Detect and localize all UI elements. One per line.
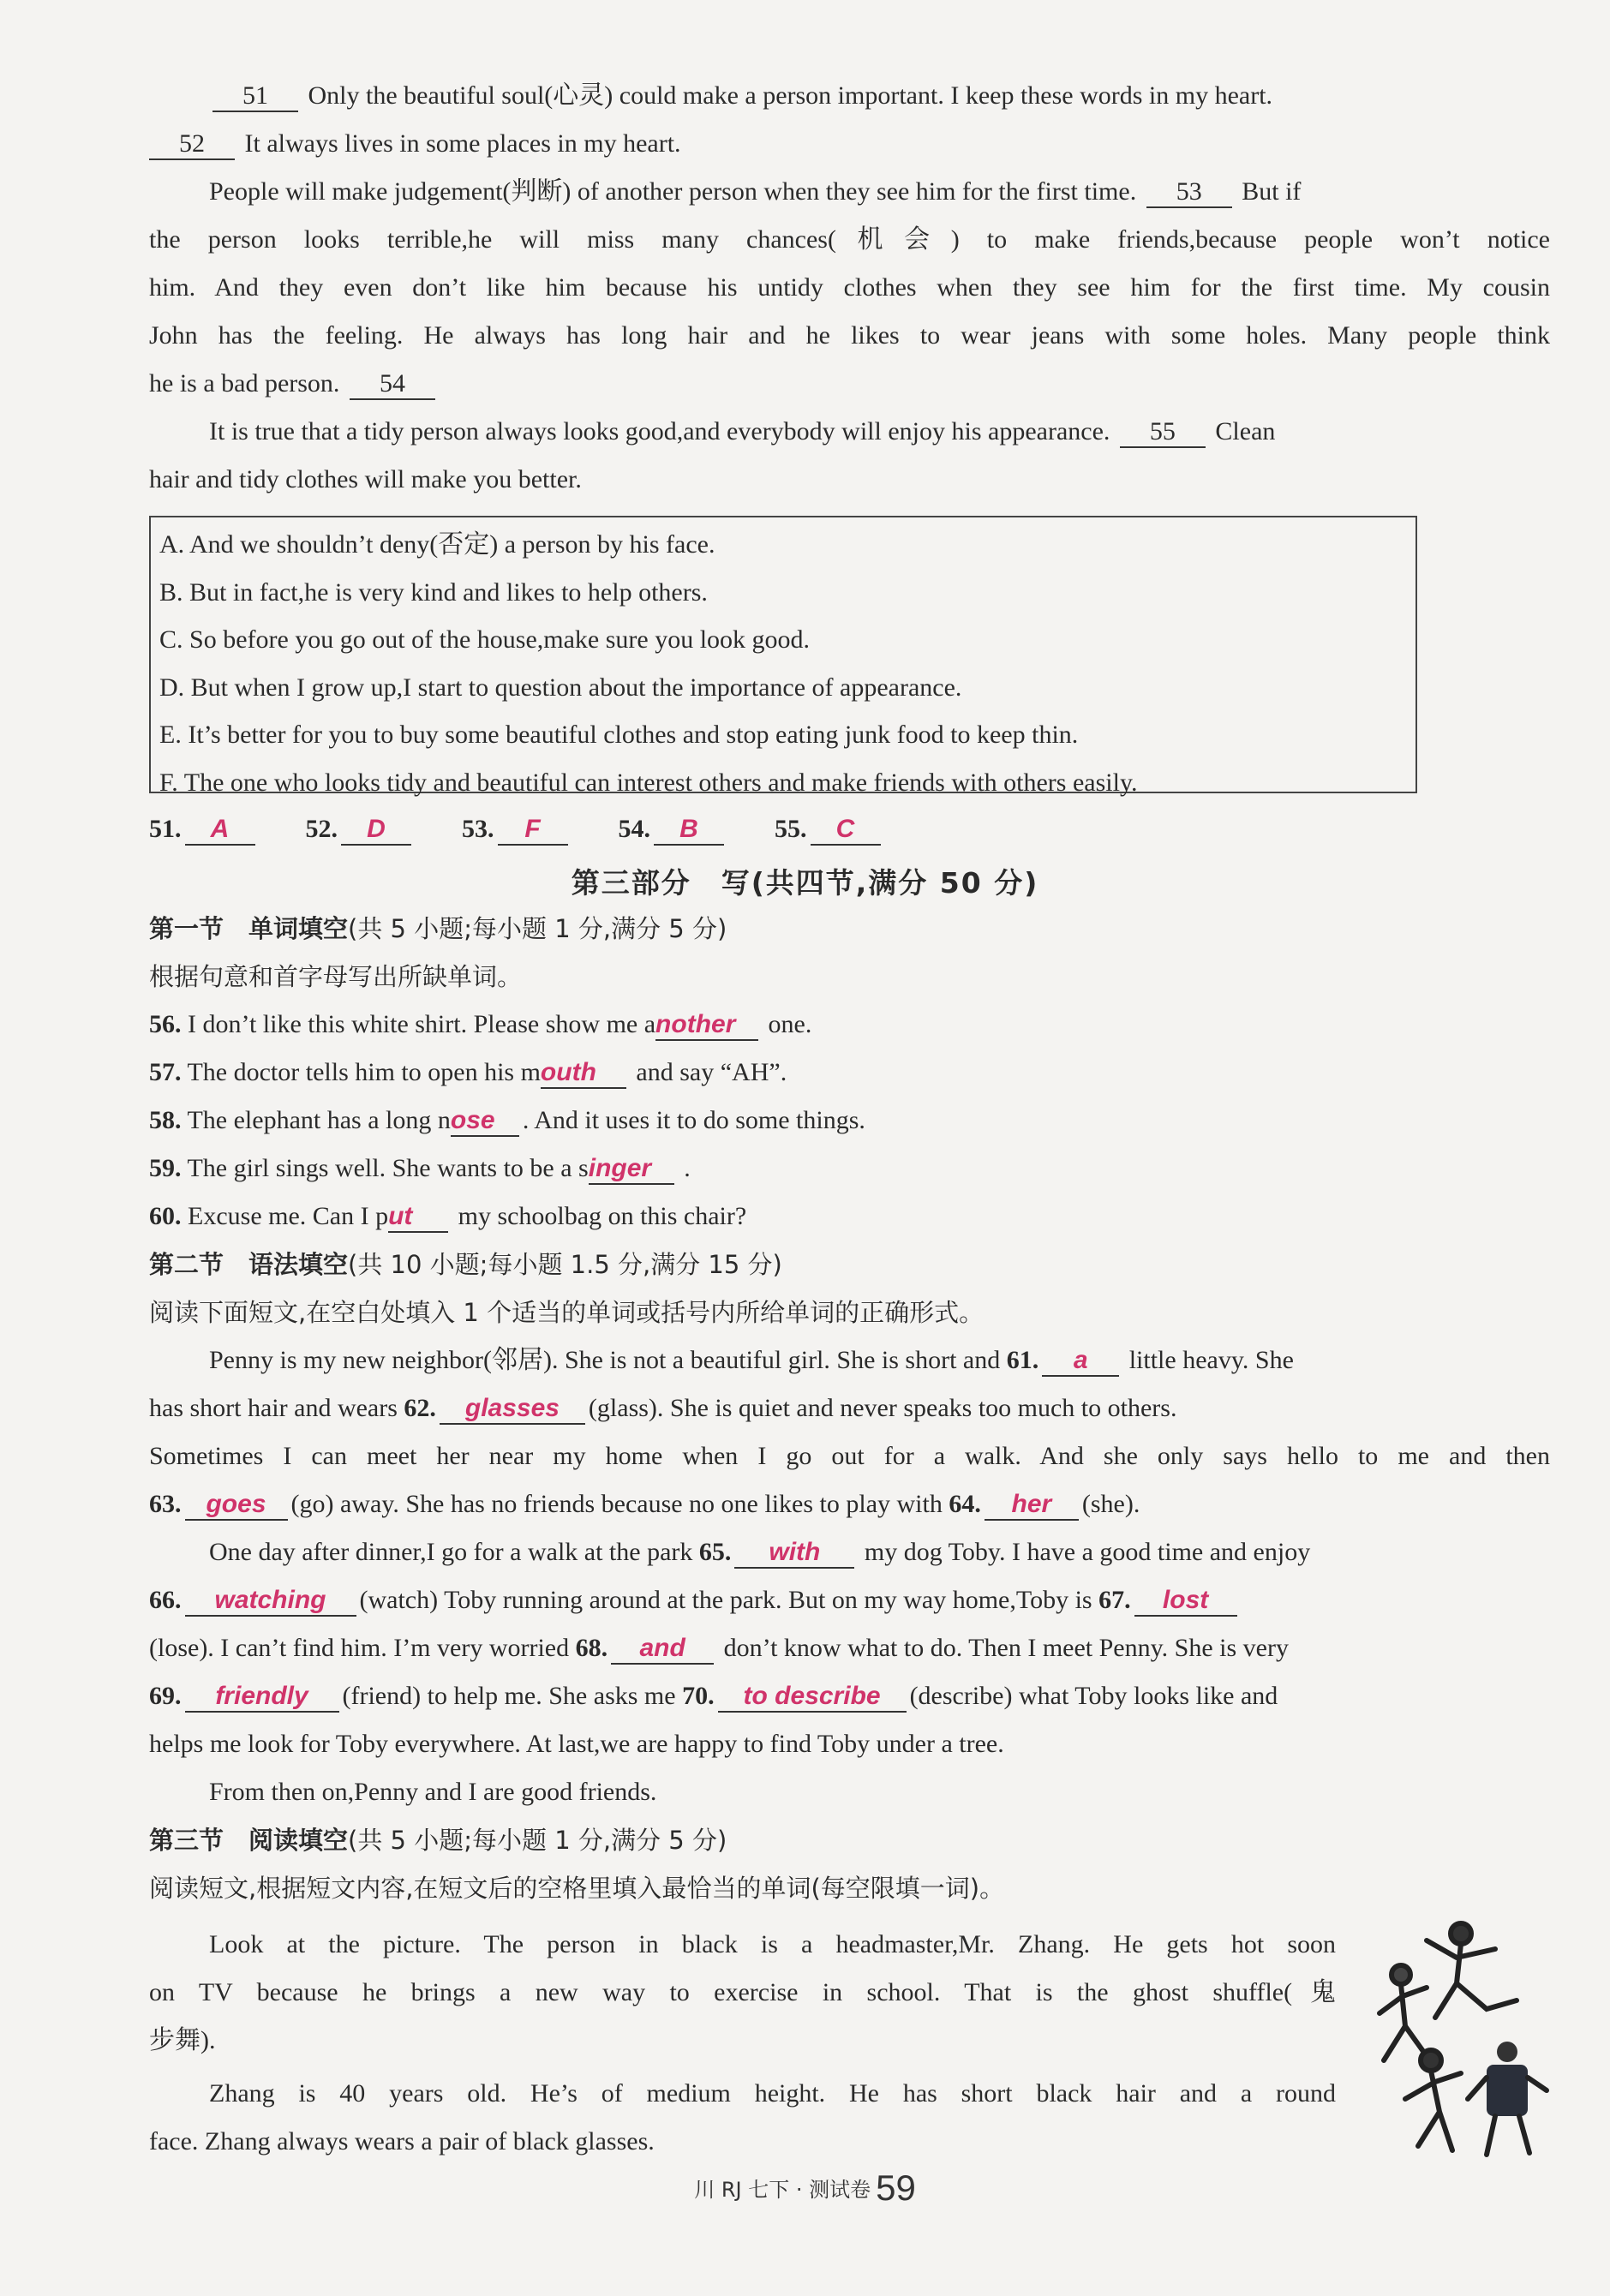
passage-line: Sometimes I can meet her near my home when I go out for a walk. And she only says hello to me and then	[149, 1442, 1550, 1470]
passage-line: John has the feeling. He always has long hair and he likes to wear jeans with some holes. Many people think	[149, 321, 1550, 350]
answer-52: D	[341, 815, 411, 846]
passage-line: Zhang is 40 years old. He’s of medium height. He has short black hair and a round	[209, 2079, 1336, 2108]
answer-54: B	[654, 815, 724, 846]
passage-line	[209, 1535, 1550, 1570]
answer-number: 55.	[775, 815, 807, 843]
passage-line: Look at the picture. The person in black is a headmaster,Mr. Zhang. He gets hot soon	[209, 1930, 1336, 1958]
item-text: my schoolbag on this chair?	[458, 1202, 747, 1230]
item-text: The girl sings well. She wants to be a s	[187, 1154, 589, 1182]
passage-text: my dog Toby. I have a good time and enjoy	[864, 1538, 1311, 1566]
passage-line	[149, 1631, 1550, 1665]
item-number: 68.	[575, 1634, 608, 1662]
item-number: 61.	[1006, 1346, 1039, 1374]
passage-text: (she).	[1081, 1490, 1140, 1518]
section-title: 第一节 单词填空	[149, 914, 349, 943]
section-title: 第二节 语法填空	[149, 1250, 349, 1279]
item-text: The elephant has a long n	[187, 1106, 451, 1134]
item-number: 56.	[149, 1010, 182, 1038]
passage-line	[209, 175, 1550, 209]
item-text: and say “AH”.	[636, 1058, 787, 1086]
passage-text: (glass). She is quiet and never speaks too much to others.	[588, 1394, 1177, 1422]
answer-58: ose	[451, 1106, 519, 1137]
passage-text: But if	[1242, 177, 1302, 206]
passage-line	[149, 127, 1550, 161]
item-56	[149, 1007, 1550, 1042]
blank-53: 53	[1146, 177, 1232, 208]
passage-line: him. And they even don’t like him because his untidy clothes when they see him for the first time. My cousin	[149, 273, 1550, 302]
answer-66: watching	[185, 1586, 356, 1617]
passage-line: on TV because he brings a new way to exercise in school. That is the ghost shuffle(鬼	[149, 1978, 1336, 2006]
option-c: C. So before you go out of the house,make sure you look good.	[159, 625, 811, 654]
page-footer	[0, 2167, 1610, 2209]
item-text: Excuse me. Can I p	[188, 1202, 389, 1230]
passage-line	[149, 1487, 1550, 1522]
item-number: 59.	[149, 1154, 182, 1182]
answer-64: her	[985, 1490, 1079, 1521]
item-number: 64.	[949, 1490, 981, 1518]
option-f: F. The one who looks tidy and beautiful can interest others and make friends with others easily.	[159, 768, 1138, 797]
answer-number: 52.	[305, 815, 338, 843]
answer-65: with	[734, 1538, 854, 1569]
dancers-illustration	[1367, 1915, 1559, 2159]
answer-62: glasses	[440, 1394, 585, 1425]
item-number: 58.	[149, 1106, 182, 1134]
passage-line: 步舞).	[149, 2026, 216, 2054]
answer-53: F	[498, 815, 568, 846]
option-b: B. But in fact,he is very kind and likes to help others.	[159, 577, 708, 607]
passage-line: hair and tidy clothes will make you better.	[149, 465, 582, 493]
section-scoring: (共 10 小题;每小题 1.5 分,满分 15 分)	[348, 1250, 782, 1279]
option-d: D. But when I grow up,I start to question about the importance of appearance.	[159, 673, 962, 702]
item-58	[149, 1103, 1550, 1138]
part3-heading: 第三部分 写(共四节,满分 50 分)	[571, 866, 1039, 900]
passage-line	[149, 367, 1550, 401]
answer-number: 53.	[462, 815, 494, 843]
item-text: .	[684, 1154, 691, 1182]
item-text: . And it uses it to do some things.	[522, 1106, 865, 1134]
footer-text: 川 RJ 七下 · 测试卷	[694, 2178, 871, 2202]
passage-line: face. Zhang always wears a pair of black glasses.	[149, 2127, 655, 2155]
section3-instruction: 阅读短文,根据短文内容,在短文后的空格里填入最恰当的单词(每空限填一词)。	[149, 1874, 1005, 1903]
section3-title	[149, 1823, 1550, 1857]
answer-51: A	[185, 815, 255, 846]
answer-row-51-55	[149, 812, 1550, 846]
item-59	[149, 1151, 1550, 1186]
passage-text: People will make judgement(判断) of another person when they see him for the first time.	[209, 177, 1137, 206]
answer-57: outh	[541, 1058, 626, 1089]
answer-59: inger	[589, 1154, 674, 1185]
passage-text: (watch) Toby running around at the park. But on my way home,Toby is	[359, 1586, 1092, 1614]
answer-70: to describe	[718, 1682, 907, 1713]
item-57	[149, 1055, 1550, 1090]
passage-text: don’t know what to do. Then I meet Penny. She is very	[723, 1634, 1289, 1662]
blank-52: 52	[149, 129, 235, 160]
passage-text: (describe) what Toby looks like and	[909, 1682, 1278, 1710]
blank-54: 54	[350, 369, 435, 400]
blank-55: 55	[1120, 417, 1206, 448]
item-number: 63.	[149, 1490, 182, 1518]
passage-line	[149, 1391, 1550, 1426]
passage-text: little heavy. She	[1128, 1346, 1294, 1374]
section-title: 第三节 阅读填空	[149, 1826, 349, 1855]
option-e: E. It’s better for you to buy some beautiful clothes and stop eating junk food to keep thin.	[159, 720, 1079, 749]
answer-55: C	[811, 815, 881, 846]
answer-number: 51.	[149, 815, 182, 843]
passage-line	[209, 1343, 1550, 1378]
item-text: one.	[768, 1010, 812, 1038]
answer-63: goes	[185, 1490, 288, 1521]
options-box	[149, 516, 1417, 797]
passage-line	[149, 1583, 1550, 1617]
passage-text: Penny is my new neighbor(邻居). She is not a beautiful girl. She is short and	[209, 1346, 1001, 1374]
item-number: 66.	[149, 1586, 182, 1614]
answer-number: 54.	[618, 815, 650, 843]
passage-text: Clean	[1215, 417, 1276, 445]
answer-67: lost	[1134, 1586, 1237, 1617]
item-text: The doctor tells him to open his m	[187, 1058, 541, 1086]
passage-line: helps me look for Toby everywhere. At last,we are happy to find Toby under a tree.	[149, 1730, 1004, 1758]
section1-instruction: 根据句意和首字母写出所缺单词。	[149, 962, 523, 991]
passage-text: One day after dinner,I go for a walk at the park	[209, 1538, 693, 1566]
section2-title	[149, 1247, 1550, 1282]
section-scoring: (共 5 小题;每小题 1 分,满分 5 分)	[348, 1826, 727, 1855]
item-number: 65.	[698, 1538, 732, 1566]
answer-56: nother	[655, 1010, 758, 1041]
page-number: 59	[876, 2167, 916, 2208]
passage-text: (lose). I can’t find him. I’m very worried	[149, 1634, 570, 1662]
item-number: 69.	[149, 1682, 182, 1710]
passage-text: It is true that a tidy person always looks good,and everybody will enjoy his appearance.	[209, 417, 1110, 445]
item-number: 62.	[404, 1394, 436, 1422]
item-number: 60.	[149, 1202, 182, 1230]
passage-text: It always lives in some places in my heart.	[244, 129, 681, 158]
item-number: 67.	[1098, 1586, 1131, 1614]
item-number: 70.	[682, 1682, 715, 1710]
passage-line	[209, 415, 1550, 449]
section1-title	[149, 912, 1550, 946]
option-a: A. And we shouldn’t deny(否定) a person by his face.	[159, 530, 715, 559]
item-text: I don’t like this white shirt. Please show me a	[188, 1010, 656, 1038]
passage-text: Only the beautiful soul(心灵) could make a person important. I keep these words in my heart.	[308, 81, 1273, 110]
passage-line	[209, 79, 1550, 113]
passage-text: (go) away. She has no friends because no one likes to play with	[290, 1490, 943, 1518]
passage-line: the person looks terrible,he will miss many chances(机会) to make friends,because people won’t notice	[149, 225, 1550, 254]
item-60	[149, 1199, 1550, 1234]
item-number: 57.	[149, 1058, 182, 1086]
passage-line	[149, 1679, 1550, 1713]
passage-text: he is a bad person.	[149, 369, 340, 398]
passage-line: From then on,Penny and I are good friends.	[209, 1778, 657, 1806]
section-scoring: (共 5 小题;每小题 1 分,满分 5 分)	[348, 914, 727, 943]
answer-60: ut	[388, 1202, 448, 1233]
answer-69: friendly	[185, 1682, 339, 1713]
passage-text: has short hair and wears	[149, 1394, 398, 1422]
section2-instruction: 阅读下面短文,在空白处填入 1 个适当的单词或括号内所给单词的正确形式。	[149, 1298, 985, 1327]
answer-68: and	[611, 1634, 714, 1665]
answer-61: a	[1042, 1346, 1119, 1377]
blank-51: 51	[212, 81, 298, 112]
passage-text: (friend) to help me. She asks me	[342, 1682, 676, 1710]
